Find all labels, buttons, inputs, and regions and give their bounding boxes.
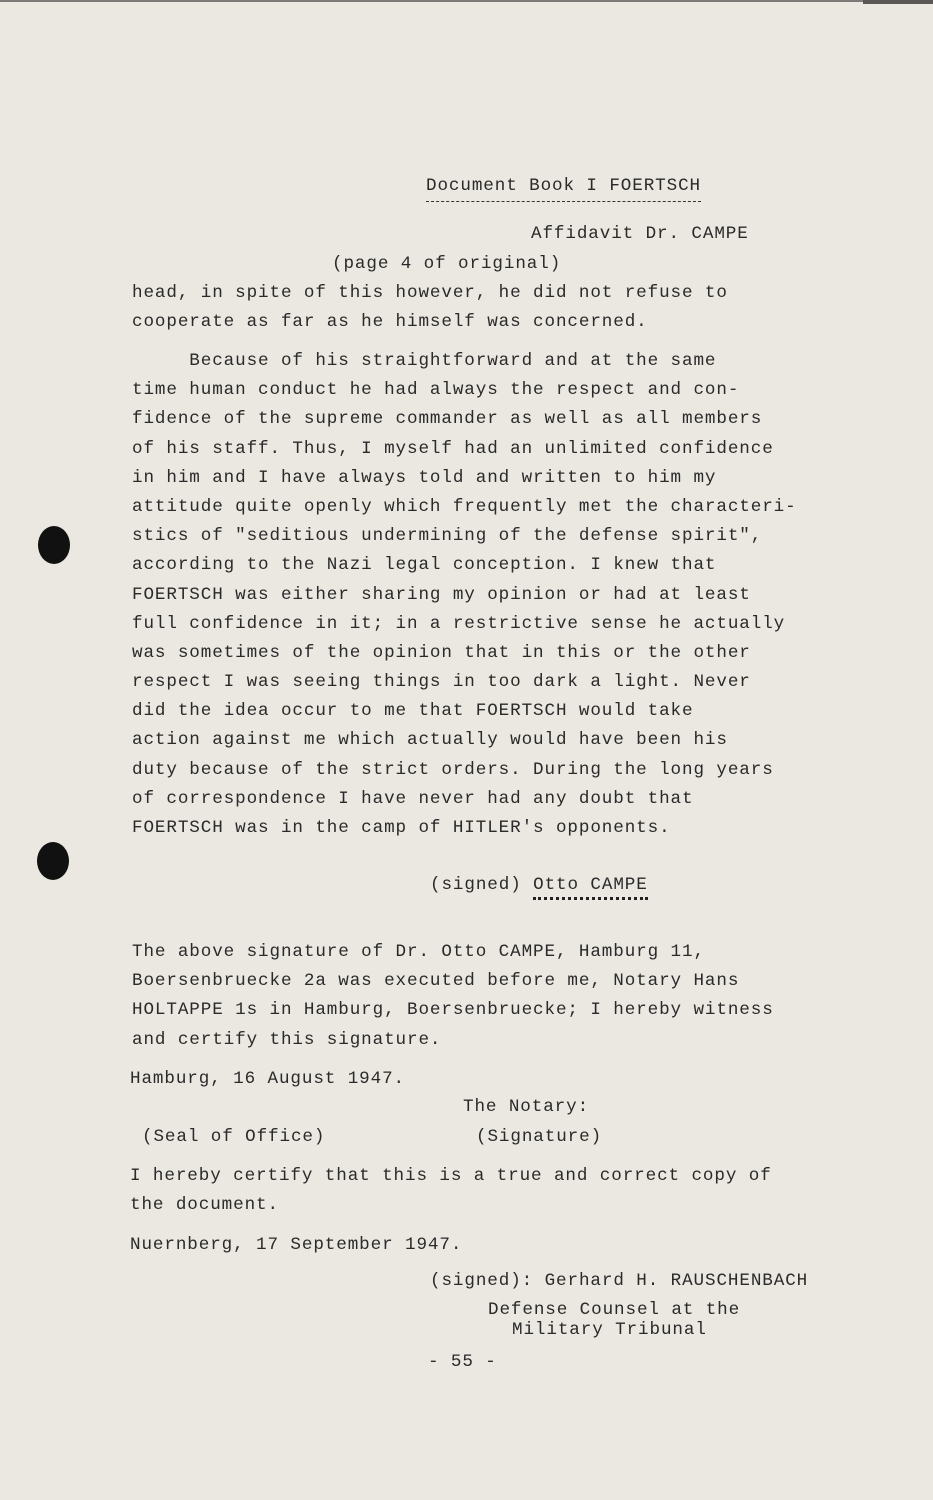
page-corner-mark: [863, 0, 933, 4]
text-line: of his staff. Thus, I myself had an unlimited confidence: [132, 438, 774, 459]
notary-date: Hamburg, 16 August 1947.: [130, 1069, 405, 1089]
text-line: head, in spite of this however, he did not refuse to: [132, 283, 728, 303]
text-line: FOERTSCH was in the camp of HITLER's opponents.: [132, 818, 671, 838]
signature-label: (Signature): [476, 1127, 603, 1147]
text-line: stics of "seditious undermining of the defense spirit",: [132, 526, 763, 547]
signed-rauschenbach: (signed): Gerhard H. RAUSCHENBACH: [430, 1271, 809, 1291]
text-line: action against me which actually would have been his: [132, 730, 728, 751]
page-top-edge: [0, 0, 933, 2]
text-line: Boersenbruecke 2a was executed before me, Notary Hans: [132, 971, 740, 992]
affidavit-title: Affidavit Dr. CAMPE: [531, 224, 749, 244]
page-number: - 55 -: [428, 1352, 497, 1372]
text-line: FOERTSCH was either sharing my opinion or had at least: [132, 584, 751, 605]
text-line: of correspondence I have never had any doubt that: [132, 788, 694, 809]
text-line: was sometimes of the opinion that in this or the other: [132, 642, 751, 663]
text-line: the document.: [130, 1195, 279, 1216]
punch-hole-lower: [37, 842, 69, 880]
signed-prefix: (signed): [430, 875, 522, 895]
military-tribunal-title: Military Tribunal: [512, 1320, 707, 1340]
text-line: full confidence in it; in a restrictive sense he actually: [132, 613, 786, 634]
punch-hole-upper: [38, 526, 70, 564]
text-line: duty because of the strict orders. During the long years: [132, 759, 774, 780]
certification-paragraph: [130, 1162, 772, 1220]
text-line: according to the Nazi legal conception. I knew that: [132, 555, 717, 576]
campe-signature-name: Otto CAMPE: [533, 875, 648, 900]
text-line: cooperate as far as he himself was concerned.: [132, 312, 648, 333]
text-line: fidence of the supreme commander as well as all members: [132, 409, 763, 430]
the-notary-label: The Notary:: [463, 1097, 590, 1117]
signed-campe: [430, 871, 648, 900]
text-line: and certify this signature.: [132, 1029, 442, 1050]
paragraph-main: [132, 347, 797, 843]
document-book-heading: Document Book I FOERTSCH: [426, 172, 701, 202]
defense-counsel-title: Defense Counsel at the: [488, 1300, 741, 1320]
nuernberg-date: Nuernberg, 17 September 1947.: [130, 1235, 463, 1255]
paragraph-continuation: [132, 279, 728, 337]
text-line: The above signature of Dr. Otto CAMPE, Hamburg 11,: [132, 942, 705, 962]
notary-paragraph: [132, 938, 774, 1055]
text-line: attitude quite openly which frequently met the characteri-: [132, 496, 797, 517]
text-line: time human conduct he had always the respect and con-: [132, 380, 740, 401]
text-line: I hereby certify that this is a true and correct copy of: [130, 1166, 772, 1186]
text-line: HOLTAPPE 1s in Hamburg, Boersenbruecke; I hereby witness: [132, 1000, 774, 1021]
text-line: respect I was seeing things in too dark a light. Never: [132, 672, 751, 693]
seal-of-office: (Seal of Office): [142, 1127, 326, 1147]
text-line: Because of his straightforward and at the same: [132, 351, 717, 371]
text-line: in him and I have always told and written to him my: [132, 467, 717, 488]
page-reference: (page 4 of original): [332, 254, 562, 274]
text-line: did the idea occur to me that FOERTSCH would take: [132, 701, 694, 722]
